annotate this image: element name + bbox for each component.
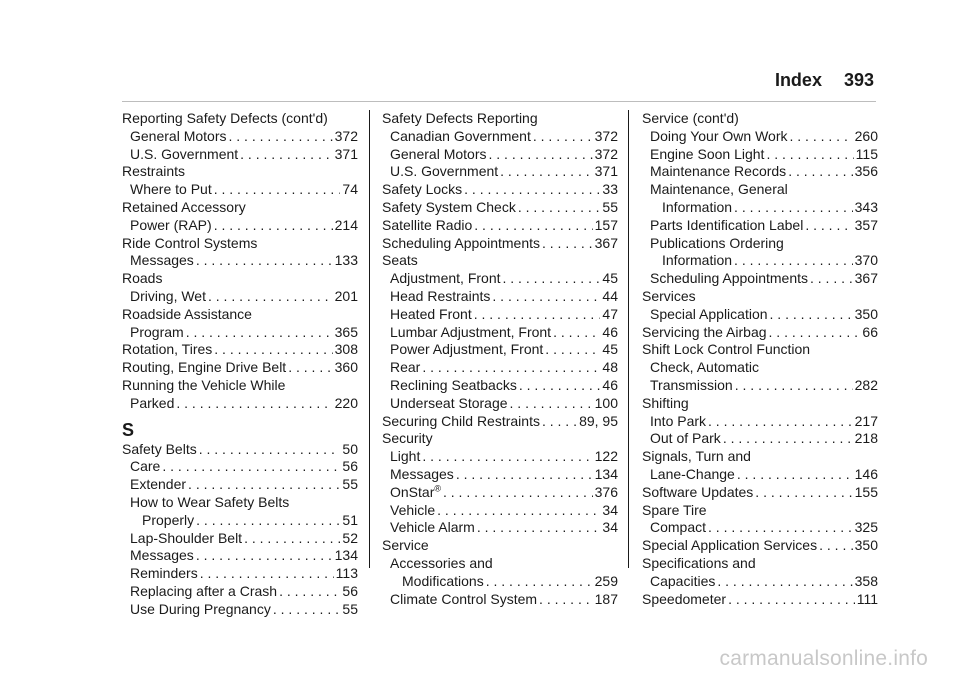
page-reference: 157 [594, 216, 618, 233]
index-entry [382, 430, 618, 448]
dot-leader [456, 466, 593, 484]
entry-term: Rotation, Tires [122, 341, 213, 358]
dot-leader [474, 217, 592, 235]
page-reference: 45 [602, 270, 618, 287]
dot-leader [492, 288, 600, 306]
index-entry [382, 359, 618, 377]
dot-leader [734, 252, 853, 270]
page-reference: 371 [594, 163, 618, 180]
index-entry [382, 217, 618, 235]
entry-term: Underseat Storage [390, 394, 508, 411]
page-reference: 282 [854, 376, 878, 393]
index-entry [122, 494, 358, 512]
entry-term: General Motors [130, 127, 227, 144]
dot-leader [437, 502, 600, 520]
index-entry [642, 163, 878, 181]
dot-leader [519, 377, 601, 395]
dot-leader [708, 519, 853, 537]
entry-term: Program [130, 323, 184, 340]
dot-leader [542, 413, 577, 431]
index-entry [382, 448, 618, 466]
entry-term: Servicing the Airbag [642, 323, 767, 340]
page-reference: 134 [594, 465, 618, 482]
entry-term: Transmission [650, 376, 733, 393]
page-reference: 45 [602, 341, 618, 358]
entry-term: Service [382, 537, 429, 554]
page-reference: 56 [342, 582, 358, 599]
index-column-1 [122, 110, 358, 619]
index-entry [122, 377, 358, 395]
entry-term: Shift Lock Control Function [642, 341, 811, 358]
index-entry [122, 341, 358, 359]
dot-leader [443, 484, 593, 502]
index-entry [382, 288, 618, 306]
dot-leader [488, 146, 592, 164]
dot-leader [539, 591, 593, 609]
dot-leader [196, 512, 340, 530]
page-reference: 370 [854, 252, 878, 269]
index-entry [642, 110, 878, 128]
index-entry [642, 181, 878, 199]
entry-term: Roads [122, 270, 163, 287]
page-reference: 218 [854, 430, 878, 447]
entry-term: Where to Put [130, 181, 212, 198]
dot-leader [518, 199, 601, 217]
entry-term: Scheduling Appointments [382, 234, 540, 251]
index-entry [122, 324, 358, 342]
entry-term: Rear [390, 359, 421, 376]
index-entry [122, 270, 358, 288]
index-entry [382, 466, 618, 484]
index-entry [642, 128, 878, 146]
dot-leader [196, 252, 333, 270]
dot-leader [533, 128, 593, 146]
index-entry [642, 217, 878, 235]
dot-leader [279, 583, 340, 601]
entry-term: Maintenance, General [650, 181, 788, 198]
index-entry [122, 565, 358, 583]
column-divider [628, 110, 629, 568]
registered-mark: ® [434, 483, 441, 494]
dot-leader [755, 484, 852, 502]
entry-term: Securing Child Restraints [382, 412, 540, 429]
page-reference: 350 [854, 537, 878, 554]
entry-term: Check, Automatic [650, 359, 759, 376]
entry-term: Head Restraints [390, 287, 491, 304]
page-reference: 89, 95 [579, 412, 618, 429]
dot-leader [464, 181, 600, 199]
entry-term: Shifting [642, 394, 689, 411]
index-entry [642, 448, 878, 466]
page-reference: 201 [334, 287, 358, 304]
page-reference: 55 [602, 198, 618, 215]
entry-term: Adjustment, Front [390, 270, 501, 287]
page-reference: 372 [594, 145, 618, 162]
index-entry [642, 235, 878, 253]
entry-term: Special Application Services [642, 537, 818, 554]
column-divider [369, 110, 370, 568]
index-entry [382, 163, 618, 181]
dot-leader [422, 359, 600, 377]
entry-term: Safety Locks [382, 181, 463, 198]
dot-leader [734, 199, 853, 217]
index-entry [122, 458, 358, 476]
index-entry [382, 502, 618, 520]
page-reference: 308 [334, 341, 358, 358]
dot-leader [273, 601, 341, 619]
entry-term: Safety Belts [122, 440, 197, 457]
entry-term: Engine Soon Light [650, 145, 765, 162]
entry-term: Vehicle [390, 501, 436, 518]
entry-term: Climate Control System [390, 590, 538, 607]
entry-term: Modifications [402, 572, 484, 589]
index-entry [122, 306, 358, 324]
index-entry [122, 217, 358, 235]
entry-term: U.S. Government [390, 163, 499, 180]
index-entry [642, 502, 878, 520]
page-reference: 133 [334, 252, 358, 269]
index-entry [642, 377, 878, 395]
index-entry [382, 573, 618, 591]
page-reference: 220 [334, 394, 358, 411]
page-reference: 55 [342, 476, 358, 493]
index-entry [642, 519, 878, 537]
entry-term: Care [130, 458, 161, 475]
entry-term: Services [642, 287, 696, 304]
index-entry [122, 128, 358, 146]
index-entry [642, 573, 878, 591]
index-entry [382, 110, 618, 128]
page-reference: 46 [602, 323, 618, 340]
dot-leader [503, 270, 601, 288]
entry-term: Maintenance Records [650, 163, 787, 180]
index-entry [642, 146, 878, 164]
page-reference: 260 [854, 127, 878, 144]
page-reference: 356 [854, 163, 878, 180]
index-entry [122, 512, 358, 530]
page-reference: 376 [594, 483, 618, 500]
index-entry [382, 413, 618, 431]
index-entry [122, 163, 358, 181]
index-entry [382, 324, 618, 342]
dot-leader [737, 466, 853, 484]
entry-term: General Motors [390, 145, 487, 162]
page-reference: 34 [602, 501, 618, 518]
entry-term: Power Adjustment, Front [390, 341, 544, 358]
page-reference: 55 [342, 600, 358, 617]
page-reference: 357 [854, 216, 878, 233]
entry-term: Speedometer [642, 590, 727, 607]
dot-leader [542, 235, 593, 253]
page-reference: 155 [854, 483, 878, 500]
index-entry [642, 484, 878, 502]
dot-leader [188, 476, 340, 494]
index-entry [122, 110, 358, 128]
index-entry [382, 519, 618, 537]
page-reference: 187 [594, 590, 618, 607]
page-reference: 372 [594, 127, 618, 144]
page-reference: 48 [602, 359, 618, 376]
dot-leader [477, 519, 601, 537]
dot-leader [199, 441, 341, 459]
entry-term: Safety System Check [382, 198, 516, 215]
index-entry [382, 128, 618, 146]
entry-term: Lumbar Adjustment, Front [390, 323, 552, 340]
dot-leader [186, 324, 333, 342]
entry-term: Seats [382, 252, 418, 269]
index-entry [382, 591, 618, 609]
dot-leader [510, 395, 593, 413]
entry-term: Messages [130, 252, 194, 269]
page-reference: 44 [602, 287, 618, 304]
page-header [640, 70, 874, 91]
dot-leader [789, 128, 852, 146]
dot-leader [810, 270, 853, 288]
entry-term: Messages [130, 547, 194, 564]
index-entry [642, 591, 878, 609]
index-column-3 [642, 110, 878, 608]
index-entry [382, 377, 618, 395]
dot-leader [766, 146, 853, 164]
index-entry [382, 199, 618, 217]
page-reference: 343 [854, 198, 878, 215]
entry-term: Special Application [650, 305, 768, 322]
page-reference: 122 [594, 448, 618, 465]
index-entry [642, 252, 878, 270]
dot-leader [735, 377, 853, 395]
entry-term: Reclining Seatbacks [390, 376, 517, 393]
entry-term: Driving, Wet [130, 287, 206, 304]
dot-leader [474, 306, 601, 324]
dot-leader [228, 128, 332, 146]
page-reference: 66 [862, 323, 878, 340]
index-entry [382, 235, 618, 253]
page-reference: 52 [342, 529, 358, 546]
dot-leader [717, 573, 852, 591]
page-reference: 46 [602, 376, 618, 393]
entry-term: OnStar® [390, 483, 441, 500]
page-reference: 214 [334, 216, 358, 233]
entry-term: Extender [130, 476, 187, 493]
entry-term: Into Park [650, 412, 707, 429]
entry-term: Power (RAP) [130, 216, 212, 233]
dot-leader [214, 181, 341, 199]
entry-term: Spare Tire [642, 501, 707, 518]
dot-leader [769, 324, 861, 342]
index-entry [642, 288, 878, 306]
entry-term: Specifications and [642, 554, 756, 571]
entry-term: Parts Identification Label [650, 216, 804, 233]
index-entry [642, 270, 878, 288]
entry-term: Capacities [650, 572, 716, 589]
index-entry [122, 583, 358, 601]
page-reference: 217 [854, 412, 878, 429]
index-entry [122, 199, 358, 217]
dot-leader [500, 163, 592, 181]
entry-term: Heated Front [390, 305, 472, 322]
index-entry [122, 146, 358, 164]
index-entry [122, 235, 358, 253]
entry-term: Publications Ordering [650, 234, 784, 251]
entry-term: Ride Control Systems [122, 234, 258, 251]
dot-leader [545, 341, 600, 359]
page-number: 393 [843, 70, 874, 90]
index-entry [382, 555, 618, 573]
entry-term: Satellite Radio [382, 216, 473, 233]
index-entry [122, 181, 358, 199]
index-entry [642, 555, 878, 573]
index-entry [642, 359, 878, 377]
entry-term: Routing, Engine Drive Belt [122, 359, 287, 376]
entry-term: Scheduling Appointments [650, 270, 808, 287]
index-entry [122, 359, 358, 377]
entry-term: Service (cont'd) [642, 110, 739, 126]
index-entry [382, 306, 618, 324]
index-entry [122, 601, 358, 619]
index-entry [642, 324, 878, 342]
dot-leader [723, 430, 853, 448]
entry-term: Compact [650, 519, 707, 536]
entry-term: Running the Vehicle While [122, 376, 286, 393]
page-reference: 360 [334, 359, 358, 376]
entry-term: Properly [142, 511, 195, 528]
index-entry [122, 476, 358, 494]
entry-term: Restraints [122, 163, 186, 180]
page-reference: 146 [854, 465, 878, 482]
index-entry [642, 466, 878, 484]
entry-term: Lap-Shoulder Belt [130, 529, 243, 546]
index-entry [642, 537, 878, 555]
page-reference: 74 [342, 181, 358, 198]
page-reference: 350 [854, 305, 878, 322]
page-reference: 47 [602, 305, 618, 322]
index-entry [382, 181, 618, 199]
entry-term: Safety Defects Reporting [382, 110, 538, 126]
index-entry [642, 199, 878, 217]
page-reference: 325 [854, 519, 878, 536]
index-entry [122, 395, 358, 413]
entry-term: Information [662, 198, 733, 215]
page-reference: 134 [334, 547, 358, 564]
index-entry [382, 146, 618, 164]
dot-leader [708, 413, 853, 431]
index-entry [642, 306, 878, 324]
entry-term: Replacing after a Crash [130, 582, 278, 599]
header-rule [122, 101, 876, 102]
dot-leader [770, 306, 853, 324]
page-reference: 50 [342, 440, 358, 457]
entry-term: Doing Your Own Work [650, 127, 788, 144]
dot-leader [288, 359, 332, 377]
dot-leader [244, 530, 340, 548]
page-reference: 34 [602, 519, 618, 536]
dot-leader [422, 448, 592, 466]
page-reference: 365 [334, 323, 358, 340]
entry-term: Messages [390, 465, 454, 482]
page-reference: 358 [854, 572, 878, 589]
entry-term: Software Updates [642, 483, 754, 500]
index-entry [122, 547, 358, 565]
index-entry [642, 341, 878, 359]
index-entry [382, 537, 618, 555]
entry-term: Light [390, 448, 421, 465]
entry-term: Use During Pregnancy [130, 600, 271, 617]
page-reference: 371 [334, 145, 358, 162]
index-entry [382, 341, 618, 359]
index-entry [642, 395, 878, 413]
index-entry [382, 270, 618, 288]
page-reference: 56 [342, 458, 358, 475]
dot-leader [208, 288, 333, 306]
index-entry [122, 530, 358, 548]
page-reference: 111 [856, 590, 878, 607]
index-entry [382, 252, 618, 270]
page-reference: 51 [342, 511, 358, 528]
entry-term: Canadian Government [390, 127, 531, 144]
page-reference: 113 [335, 565, 358, 582]
watermark: carmanualsonline.info [719, 647, 928, 670]
index-column-2 [382, 110, 618, 608]
index-entry [382, 484, 618, 502]
index-entry [382, 395, 618, 413]
entry-term: Security [382, 430, 433, 447]
page-reference: 33 [602, 181, 618, 198]
entry-term: Roadside Assistance [122, 305, 252, 322]
page-reference: 259 [594, 572, 618, 589]
entry-term: Information [662, 252, 733, 269]
dot-leader [214, 217, 333, 235]
index-entry [122, 441, 358, 459]
entry-term: Parked [130, 394, 175, 411]
page-reference: 367 [854, 270, 878, 287]
section-letter: S [122, 419, 135, 440]
dot-leader [805, 217, 852, 235]
index-entry [642, 413, 878, 431]
page-reference: 372 [334, 127, 358, 144]
entry-term: Lane-Change [650, 465, 735, 482]
dot-leader [214, 341, 332, 359]
entry-term: Signals, Turn and [642, 448, 751, 465]
entry-term: Out of Park [650, 430, 721, 447]
page-reference: 367 [594, 234, 618, 251]
dot-leader [486, 573, 593, 591]
dot-leader [788, 163, 852, 181]
dot-leader [162, 458, 340, 476]
dot-leader [176, 395, 332, 413]
index-entry [642, 430, 878, 448]
entry-term: Reminders [130, 565, 198, 582]
dot-leader [553, 324, 600, 342]
index-entry [122, 252, 358, 270]
entry-term: Retained Accessory [122, 198, 246, 215]
entry-term: Accessories and [390, 554, 493, 571]
page-reference: 115 [855, 145, 878, 162]
dot-leader [240, 146, 332, 164]
entry-term: How to Wear Safety Belts [130, 493, 290, 510]
dot-leader [200, 565, 334, 583]
dot-leader [819, 537, 853, 555]
entry-term: Reporting Safety Defects (cont'd) [122, 110, 328, 126]
index-entry [122, 288, 358, 306]
dot-leader [728, 591, 855, 609]
page-reference: 100 [594, 394, 618, 411]
page-title: Index [774, 70, 822, 90]
dot-leader [196, 547, 333, 565]
entry-term: U.S. Government [130, 145, 239, 162]
entry-term: Vehicle Alarm [390, 519, 475, 536]
